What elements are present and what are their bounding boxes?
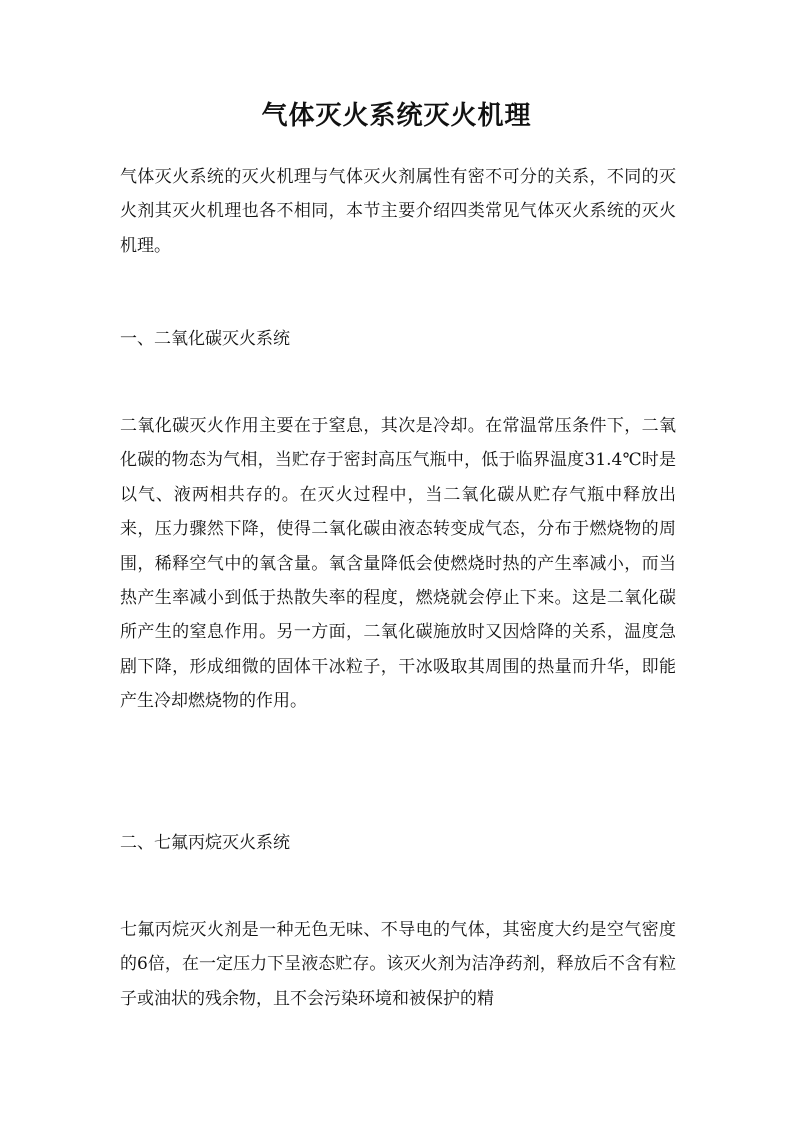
intro-paragraph: 气体灭火系统的灭火机理与气体灭火剂属性有密不可分的关系，不同的灭火剂其灭火机理也各不相同，本节主要介绍四类常见气体灭火系统的灭火机理。 [120,167,676,256]
section-body-heptafluoropropane: 七氟丙烷灭火剂是一种无色无味、不导电的气体，其密度大约是空气密度的6倍，在一定压力下呈液态贮存。该灭火剂为洁净药剂，释放后不含有粒子或油状的残余物，且不会污染环境和被保护的精 [120,920,676,1009]
page-title: 气体灭火系统灭火机理 [261,101,532,131]
section-heading-heptafluoropropane: 二、七氟丙烷灭火系统 [120,833,290,853]
section-body-co2: 二氧化碳灭火作用主要在于窒息，其次是冷却。在常温常压条件下，二氧化碳的物态为气相，当贮存于密封高压气瓶中，低于临界温度31.4℃时是以气、液两相共存的。在灭火过程中，当二氧化碳从贮存气瓶中释放出来，压力骤然下降，使得二氧化碳由液态转变成气态，分布于燃烧物的周围，稀释空气中的氧含量。氧含量降低会使燃烧时热的产生率减小，而当热产生率减小到低于热散失率的程度，燃烧就会停止下来。这是二氧化碳所产生的窒息作用。另一方面，二氧化碳施放时又因焓降的关系，温度急剧下降，形成细微的固体干冰粒子，干冰吸取其周围的热量而升华，即能产生冷却燃烧物的作用。 [120,416,676,712]
section-heading-co2: 一、二氧化碳灭火系统 [120,329,290,349]
